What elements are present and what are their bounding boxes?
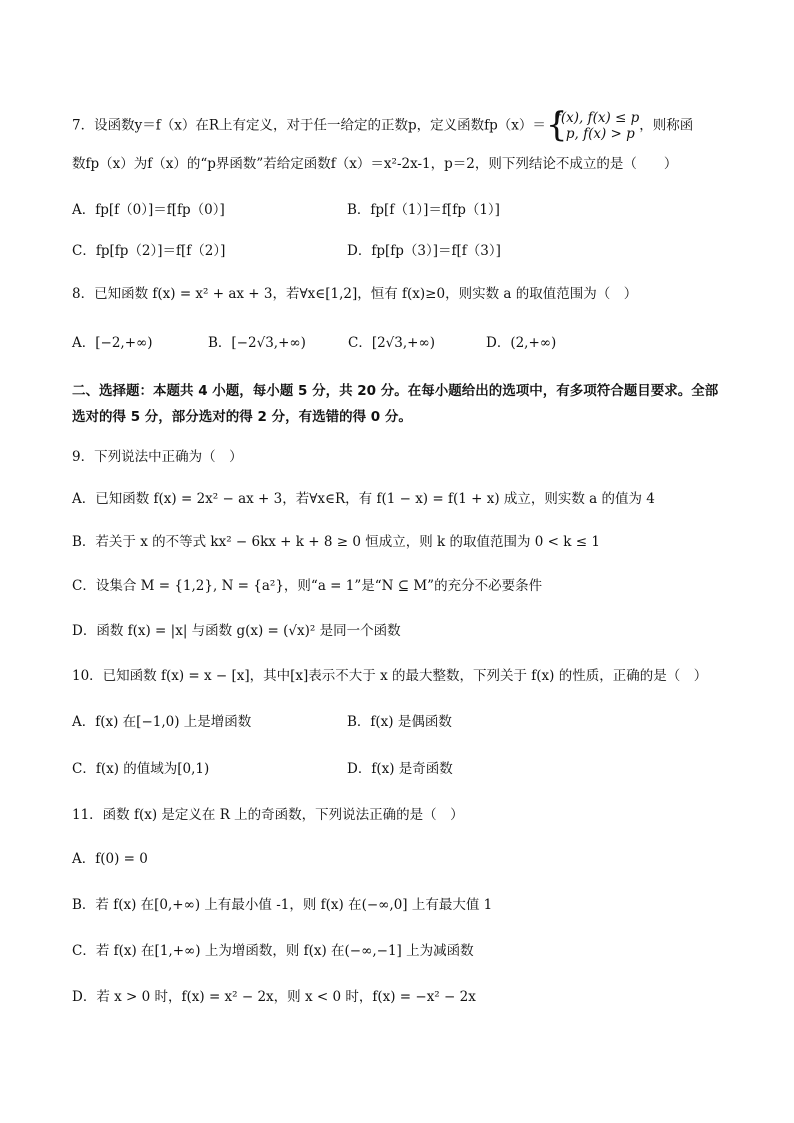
q7-stem-line1	[72, 105, 694, 145]
q11-option-d: D．若 x > 0 时，f(x) = x² − 2x，则 x < 0 时，f(x) = −x² − 2x	[72, 989, 476, 1005]
q9-stem: 9．下列说法中正确为（ ）	[72, 449, 243, 465]
q8-option-c: C．[2√3,+∞)	[348, 335, 435, 351]
q8-option-b: B．[−2√3,+∞)	[208, 335, 306, 351]
section2-heading-line1: 二、选择题：本题共 4 小题，每小题 5 分，共 20 分。在每小题给出的选项中，有多项符合题目要求。全部	[72, 383, 719, 399]
q10-option-c: C．f(x) 的值域为[0,1)	[72, 761, 210, 777]
brace-glyph: {	[545, 105, 568, 145]
q10-option-a: A．f(x) 在[−1,0) 上是增函数	[72, 714, 252, 730]
q7-piece-1: f(x), f(x) ≤ p	[555, 110, 640, 126]
q7-option-a: A．fp[f（0）]＝f[fp（0）]	[72, 202, 225, 218]
q7-piecewise-def	[545, 105, 640, 145]
q7-piece-2: p, f(x) > p	[565, 126, 635, 142]
q11-option-c: C．若 f(x) 在[1,+∞) 上为增函数，则 f(x) 在(−∞,−1] 上为减函数	[72, 943, 474, 959]
q7-stem-line2: 数fp（x）为f（x）的“p界函数”若给定函数f（x）＝x²-2x-1，p＝2，则下列结论不成立的是（ ）	[72, 156, 678, 172]
q11-option-a: A．f(0) = 0	[72, 851, 148, 867]
q11-stem: 11．函数 f(x) 是定义在 R 上的奇函数，下列说法正确的是（ ）	[72, 807, 464, 823]
q7-stem-prefix: 7．设函数y＝f（x）在R上有定义，对于任一给定的正数p，定义函数fp（x）＝	[72, 117, 546, 134]
q8-option-a: A．[−2,+∞)	[72, 335, 153, 351]
q9-option-a: A．已知函数 f(x) = 2x² − ax + 3，若∀x∈R，有 f(1 − x) = f(1 + x) 成立，则实数 a 的值为 4	[72, 491, 655, 507]
q10-option-b: B．f(x) 是偶函数	[347, 714, 452, 730]
q9-option-b: B．若关于 x 的不等式 kx² − 6kx + k + 8 ≥ 0 恒成立，则 k 的取值范围为 0 < k ≤ 1	[72, 534, 600, 550]
q9-option-d: D．函数 f(x) = |x| 与函数 g(x) = (√x)² 是同一个函数	[72, 623, 401, 639]
q8-option-d: D．(2,+∞)	[486, 335, 557, 351]
q9-option-c: C．设集合 M = {1,2}, N = {a²}，则“a = 1”是“N ⊆ M”的充分不必要条件	[72, 578, 543, 594]
q7-stem-suffix: ，则称函	[639, 117, 694, 134]
section2-heading-line2: 选对的得 5 分，部分选对的得 2 分，有选错的得 0 分。	[72, 409, 412, 425]
q10-option-d: D．f(x) 是奇函数	[347, 761, 453, 777]
q11-option-b: B．若 f(x) 在[0,+∞) 上有最小值 -1，则 f(x) 在(−∞,0] 上有最大值 1	[72, 897, 493, 913]
q7-option-d: D．fp[fp（3）]＝f[f（3）]	[347, 243, 501, 259]
q7-option-b: B．fp[f（1）]＝f[fp（1）]	[347, 202, 500, 218]
q8-stem: 8．已知函数 f(x) = x² + ax + 3，若∀x∈[1,2]，恒有 f(x)≥0，则实数 a 的取值范围为（ ）	[72, 286, 638, 302]
q10-stem: 10．已知函数 f(x) = x − [x]，其中[x]表示不大于 x 的最大整数，下列关于 f(x) 的性质，正确的是（ ）	[72, 668, 708, 684]
q7-option-c: C．fp[fp（2）]＝f[f（2）]	[72, 243, 226, 259]
